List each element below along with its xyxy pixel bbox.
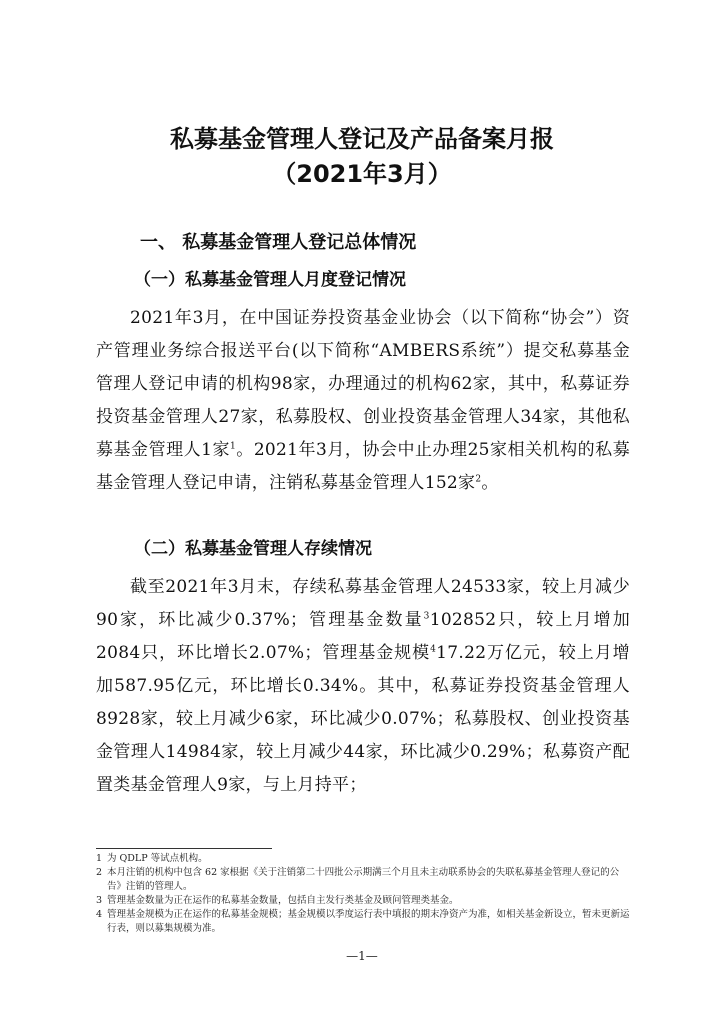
footnote-text: 本月注销的机构中包含 62 家根据《关于注销第二十四批公示期满三个月且未主动联系协会的失联私募基金管理人登记的公告》注销的管理人。	[107, 867, 620, 892]
footnote-number: 3	[96, 895, 103, 906]
document-title: 私募基金管理人登记及产品备案月报	[170, 125, 554, 153]
footnote-number: 1	[96, 853, 103, 864]
footnotes	[96, 852, 630, 936]
footnote-text: 管理基金数量为正在运作的私募基金数量，包括自主发行类基金及顾问管理类基金。	[107, 895, 459, 906]
footnote-ref-4[interactable]: 4	[430, 644, 437, 655]
subsection-heading-monthly-registration: （一）私募基金管理人月度登记情况	[134, 270, 406, 290]
document-title-period: （2021年3月）	[272, 160, 452, 188]
footnote-ref-2[interactable]: 2	[475, 474, 482, 485]
footnote-4	[96, 908, 630, 936]
footnote-number: 4	[96, 909, 103, 920]
footnote-ref-3[interactable]: 3	[423, 611, 430, 622]
paragraph-monthly-registration	[96, 302, 630, 500]
footnote-text: 管理基金规模为正在运作的私募基金规模；基金规模以季度运行表中填报的期末净资产为准，如相关基金新设立，暂未更新运行表，则以募集规模为准。	[107, 909, 630, 934]
subsection-heading-existing-managers: （二）私募基金管理人存续情况	[134, 539, 372, 559]
footnote-2	[96, 866, 630, 894]
footnote-number: 2	[96, 867, 103, 878]
footnote-1	[96, 852, 630, 866]
footnote-ref-1[interactable]: 1	[230, 441, 237, 452]
paragraph-text: 2021年3月，在中国证券投资基金业协会（以下简称“协会”）资产管理业务综合报送平台(以下简称“AMBERS系统”）提交私募基金管理人登记申请的机构98家，办理通过的机构62家，其中，私募证券投资基金管理人27家，私募股权、创业投资基金管理人34家，其他私募基金管理人1家	[96, 308, 630, 460]
footnote-3	[96, 894, 630, 908]
paragraph-text: 截至2021年3月末，存续私募基金管理人24533家，较上月减少90家，环比减少0.37%；管理基金数量	[96, 577, 630, 630]
section-heading-registration-overview: 一、 私募基金管理人登记总体情况	[140, 232, 417, 253]
footnote-text: 为 QDLP 等试点机构。	[107, 853, 208, 864]
paragraph-text: 。	[481, 473, 499, 493]
paragraph-text: 102852只，较上月增加2084只，环比增长2.07%；管理基金规模	[96, 610, 631, 663]
page-number: —1—	[346, 949, 378, 963]
paragraph-existing-managers	[96, 571, 630, 802]
paragraph-text: 。2021年3月，协会中止办理25家相关机构的私募基金管理人登记申请，注销私募基金管理人152家	[96, 440, 631, 493]
footnote-divider	[96, 848, 272, 849]
paragraph-text: 17.22万亿元，较上月增加587.95亿元，环比增长0.34%。其中，私募证券投资基金管理人8928家，较上月减少6家，环比减少0.07%；私募股权、创业投资基金管理人14984家，较上月减少44家，环比减少0.29%；私募资产配置类基金管理人9家，与上月持平；	[96, 643, 630, 795]
